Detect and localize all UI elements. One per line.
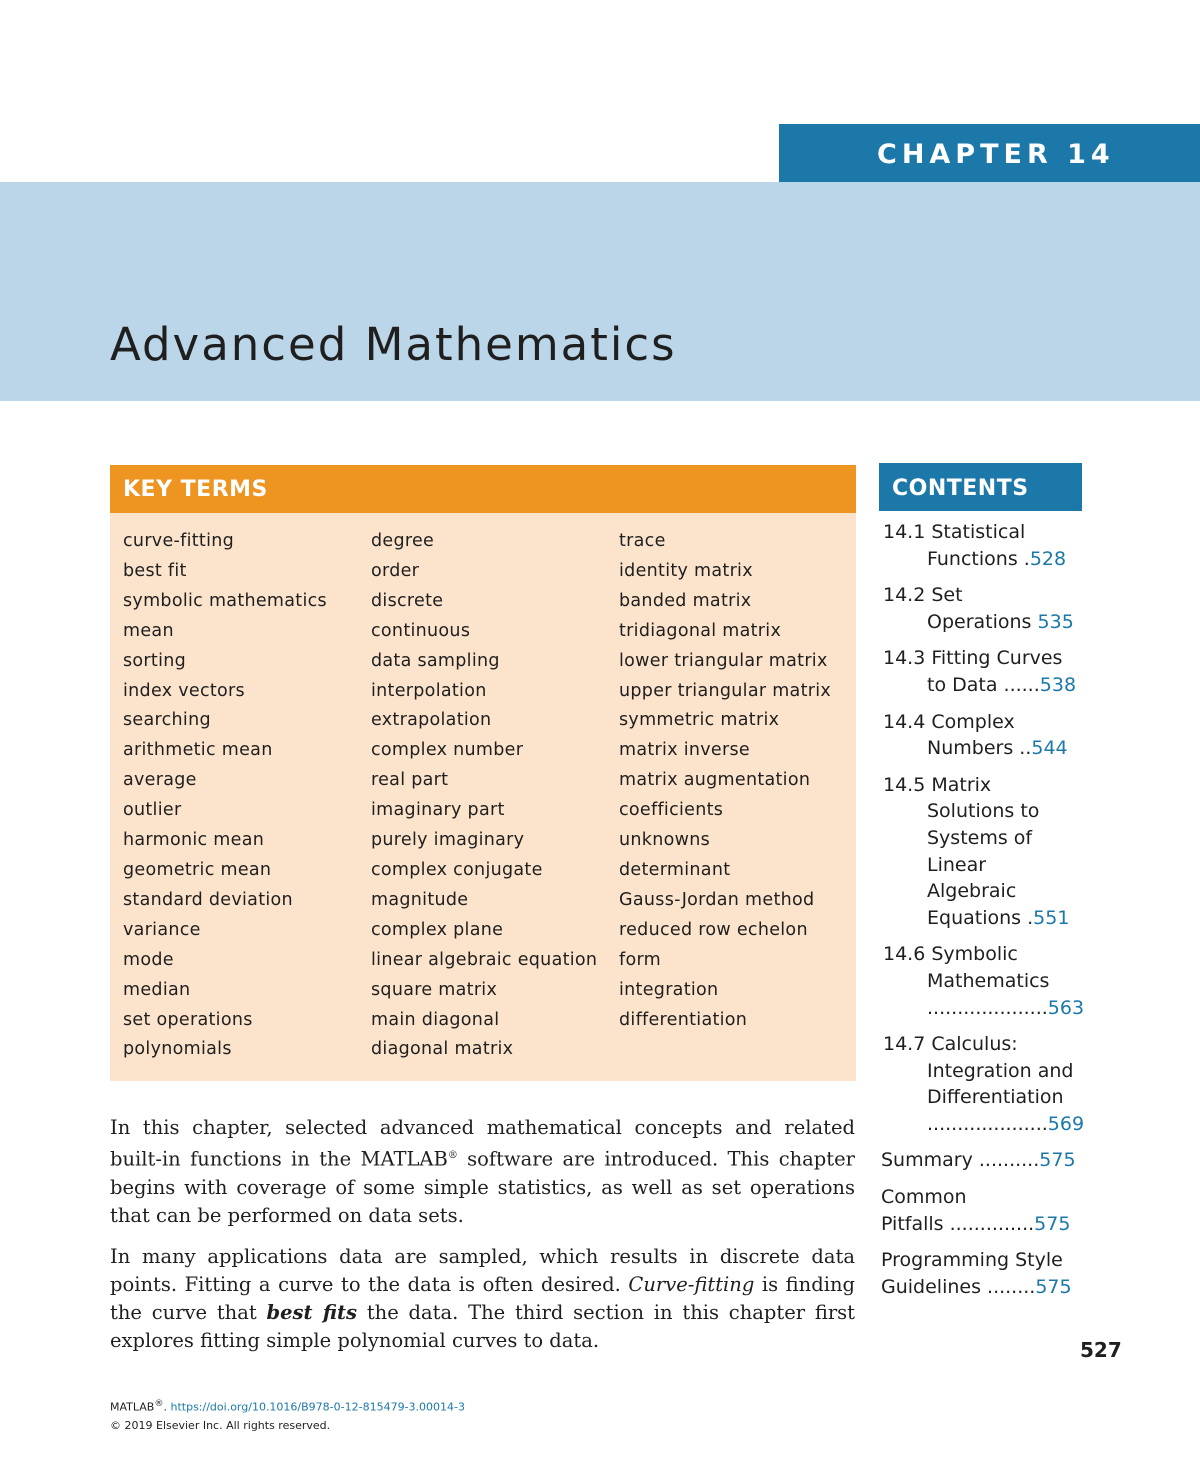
intro-paragraph-1: In this chapter, selected advanced mathematical concepts and related built-in functions in the MATLAB® software are introduced. This chapter begins with coverage of some simple statistics, as well as set operations that can be performed on data sets. bbox=[110, 1116, 855, 1227]
intro-text bbox=[110, 1114, 855, 1368]
footer-citation: MATLAB®. https://doi.org/10.1016/B978-0-12-815479-3.00014-3 bbox=[110, 1398, 465, 1414]
key-term: sorting bbox=[123, 650, 187, 671]
key-term: curve-fitting bbox=[123, 531, 235, 551]
key-term: banded matrix bbox=[619, 590, 752, 611]
key-term: symbolic mathematics bbox=[123, 590, 327, 611]
contents-item-14-1[interactable]: 14.1 Statistical Functions .528 bbox=[883, 521, 1067, 570]
key-term: degree bbox=[371, 531, 435, 551]
key-terms-box bbox=[110, 465, 856, 1081]
contents-item-14-3[interactable]: 14.3 Fitting Curves to Data ......538 bbox=[883, 647, 1077, 696]
key-terms-column-2 bbox=[371, 527, 597, 1065]
key-term: complex plane bbox=[371, 919, 504, 940]
key-term: integration bbox=[619, 979, 719, 1000]
contents-item-14-7[interactable]: 14.7 Calculus: Integration and Differentiation ....................569 bbox=[883, 1033, 1085, 1135]
contents-box bbox=[879, 463, 1085, 1310]
key-term: set operations bbox=[123, 1009, 253, 1030]
key-term: square matrix bbox=[371, 979, 498, 1000]
key-term: linear algebraic equation bbox=[371, 949, 598, 970]
page-link: 575 bbox=[1035, 1275, 1072, 1298]
key-term: trace bbox=[619, 531, 666, 551]
page-link: 575 bbox=[1039, 1149, 1076, 1172]
key-term: polynomials bbox=[123, 1039, 232, 1060]
key-term: complex number bbox=[371, 740, 524, 761]
key-term: discrete bbox=[371, 590, 444, 611]
key-term: continuous bbox=[371, 620, 471, 641]
key-terms-header: KEY TERMS bbox=[110, 465, 856, 513]
key-term: best fit bbox=[123, 560, 187, 581]
key-term: determinant bbox=[619, 859, 731, 880]
page-link: 563 bbox=[1047, 996, 1085, 1019]
key-term: magnitude bbox=[371, 889, 469, 910]
key-term: harmonic mean bbox=[123, 830, 265, 851]
contents-item-14-2[interactable]: 14.2 Set Operations 535 bbox=[883, 584, 1074, 633]
key-term: mode bbox=[123, 949, 174, 970]
key-term: searching bbox=[123, 710, 211, 731]
key-term: unknowns bbox=[619, 830, 711, 851]
page-link: 569 bbox=[1047, 1112, 1085, 1135]
footer-copyright: © 2019 Elsevier Inc. All rights reserved. bbox=[110, 1418, 331, 1432]
contents-item-14-5[interactable]: 14.5 Matrix Solutions to Systems of Linear Algebraic Equations .551 bbox=[883, 773, 1070, 929]
key-term: reduced row echelon bbox=[619, 919, 808, 940]
term-curve-fitting: Curve-fitting bbox=[628, 1272, 755, 1296]
page-footer bbox=[110, 1395, 465, 1435]
contents-item-common-pitfalls[interactable]: Common Pitfalls ..............575 bbox=[881, 1186, 1071, 1235]
key-term: complex conjugate bbox=[371, 859, 543, 880]
key-term: form bbox=[619, 949, 662, 970]
key-term: diagonal matrix bbox=[371, 1039, 514, 1060]
key-term: coefficients bbox=[619, 800, 724, 821]
key-term: differentiation bbox=[619, 1009, 748, 1030]
doi-link[interactable]: https://doi.org/10.1016/B978-0-12-815479-3.00014-3 bbox=[170, 1400, 465, 1414]
key-term: arithmetic mean bbox=[123, 740, 273, 761]
contents-item-14-6[interactable]: 14.6 Symbolic Mathematics ....................563 bbox=[883, 943, 1085, 1019]
page-link: 538 bbox=[1039, 673, 1077, 696]
intro-paragraph-2: In many applications data are sampled, which results in discrete data points. Fitting a curve to the data is often desired. Curve-fitting is finding the curve that best fits the data. The third section in this chapter first explores fitting simple polynomial curves to data. bbox=[110, 1244, 856, 1352]
key-term: standard deviation bbox=[123, 889, 293, 910]
key-term: tridiagonal matrix bbox=[619, 620, 782, 641]
key-term: median bbox=[123, 979, 191, 1000]
contents-list bbox=[879, 519, 1085, 1300]
key-term: Gauss-Jordan method bbox=[619, 889, 815, 910]
key-term: variance bbox=[123, 919, 201, 940]
key-term: purely imaginary bbox=[371, 830, 525, 851]
page-link: 544 bbox=[1031, 737, 1068, 760]
contents-item-programming-style[interactable]: Programming Style Guidelines ........575 bbox=[881, 1249, 1072, 1298]
key-terms-column-1 bbox=[123, 527, 327, 1065]
contents-header: CONTENTS bbox=[879, 463, 1082, 511]
chapter-label: CHAPTER 14 bbox=[779, 124, 1200, 182]
key-term: main diagonal bbox=[371, 1009, 500, 1030]
key-term: matrix inverse bbox=[619, 740, 750, 761]
key-term: average bbox=[123, 770, 197, 791]
page-link: 535 bbox=[1037, 610, 1074, 633]
key-term: geometric mean bbox=[123, 859, 272, 880]
key-term: symmetric matrix bbox=[619, 710, 780, 731]
key-term: matrix augmentation bbox=[619, 770, 811, 791]
term-best-fits: best fits bbox=[266, 1300, 358, 1324]
chapter-title: Advanced Mathematics bbox=[110, 318, 677, 371]
key-term: identity matrix bbox=[619, 560, 753, 581]
page-link: 551 bbox=[1033, 906, 1070, 929]
key-term: lower triangular matrix bbox=[619, 650, 828, 671]
key-term: extrapolation bbox=[371, 710, 492, 731]
key-terms-column-3 bbox=[619, 527, 831, 1035]
contents-item-14-4[interactable]: 14.4 Complex Numbers ..544 bbox=[883, 710, 1068, 760]
key-term: mean bbox=[123, 620, 174, 641]
page-number: 527 bbox=[1080, 1338, 1122, 1362]
page-link: 528 bbox=[1029, 547, 1067, 570]
key-term: upper triangular matrix bbox=[619, 680, 832, 701]
key-term: interpolation bbox=[371, 680, 487, 701]
key-term: outlier bbox=[123, 800, 182, 821]
key-term: imaginary part bbox=[371, 800, 505, 821]
page-link: 575 bbox=[1034, 1212, 1071, 1235]
key-term: index vectors bbox=[123, 680, 245, 701]
key-term: data sampling bbox=[371, 650, 500, 671]
key-term: order bbox=[371, 560, 420, 581]
contents-item-summary[interactable]: Summary ..........575 bbox=[881, 1149, 1076, 1172]
key-term: real part bbox=[371, 770, 449, 791]
